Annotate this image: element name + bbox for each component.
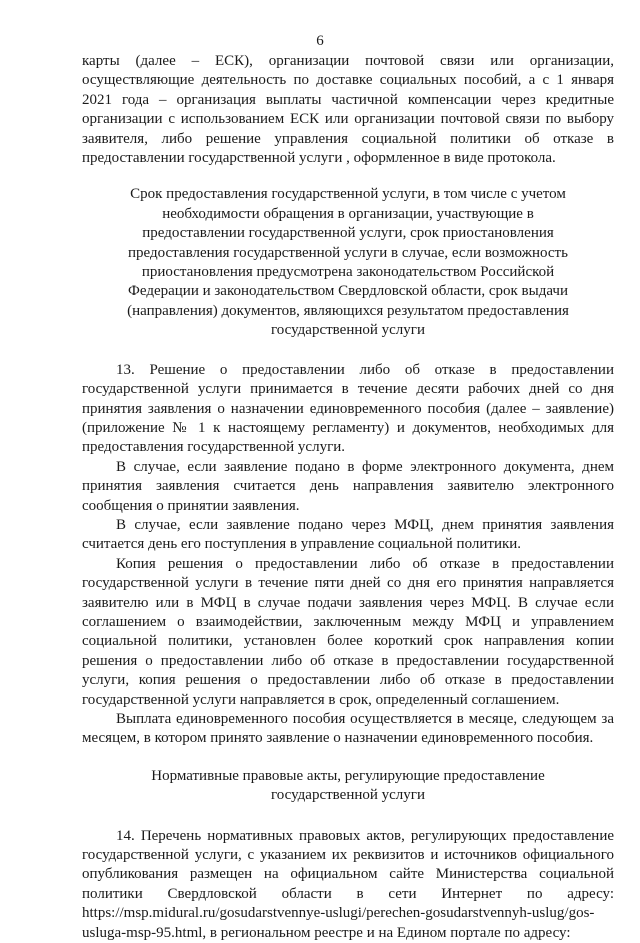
paragraph-14-legal-acts: 14. Перечень нормативных правовых актов, регулирующих предоставление государственной услуги, с указанием их реквизитов и источников официального опубликования размещен на официальном сайте Министерства социальной политики Свердловской области в сети Интернет по адресу: https://msp.midural.ru/gosudarstvennye-uslugi/perechen-gosudarstvennyh-uslug/gos-usluga-msp-95.html, в региональном реестре и на Едином портале по адресу: bbox=[82, 827, 614, 941]
paragraph-electronic-submission: В случае, если заявление подано в форме электронного документа, днем принятия заявления считается день направления заявителю электронного сообщения о принятии заявления. bbox=[82, 458, 614, 514]
section-heading-legal-acts: Нормативные правовые акты, регулирующие предоставление государственной услуги bbox=[151, 767, 545, 804]
paragraph-esk-continuation: карты (далее – ЕСК), организации почтовой связи или организации, осуществляющие деятельность по доставке социальных пособий, а с 1 января 2021 года – организация выплаты частичной компенсации через кредитные организации с использованием ЕСК или организации почтовой связи по выбору заявителя, либо решение управления социальной политики об отказе в предоставлении государственной услуги , оформленное в виде протокола. bbox=[82, 53, 614, 167]
paragraph-payment-timing: Выплата единовременного пособия осуществляется в месяце, следующем за месяцем, в котором принято заявление о назначении единовременного пособия. bbox=[82, 711, 614, 747]
paragraph-decision-copy: Копия решения о предоставлении либо об отказе в предоставлении государственной услуги в течение пяти дней со дня его принятия направляется заявителю или в МФЦ в случае подачи заявления через МФЦ. В случае если соглашением о взаимодействии, заключенным между МФЦ и управлением социальной политики, установлен более короткий срок направления копии решения о предоставлении либо об отказе в предоставлении государственной услуги, копия решения о предоставлении либо об отказе в предоставлении государственной услуги направляется в срок, определенный соглашением. bbox=[82, 555, 614, 708]
paragraph-mfc-submission: В случае, если заявление подано через МФЦ, днем принятия заявления считается день его поступления в управление социальной политики. bbox=[82, 516, 614, 553]
section-heading-service-term: Срок предоставления государственной услуги, в том числе с учетом необходимости обращения в организации, участвующие в предоставлении государственной услуги, срок приостановления предоставления государственной услуги в случае, если возможность приостановления предусмотрена законодательством Российской Федерации и законодательством Свердловской области, срок выдачи (направления) документов, являющихся результатом предоставления государственной услуги bbox=[127, 186, 569, 339]
page-number: 6 bbox=[316, 33, 324, 49]
paragraph-13-decision: 13. Решение о предоставлении либо об отказе в предоставлении государственной услуги принимается в течение десяти рабочих дней со дня принятия заявления о назначении единовременного пособия (далее – заявление) (приложение № 1 к настоящему регламенту) и документов, необходимых для предоставления государственной услуги. bbox=[82, 361, 614, 456]
document-body bbox=[82, 52, 614, 943]
